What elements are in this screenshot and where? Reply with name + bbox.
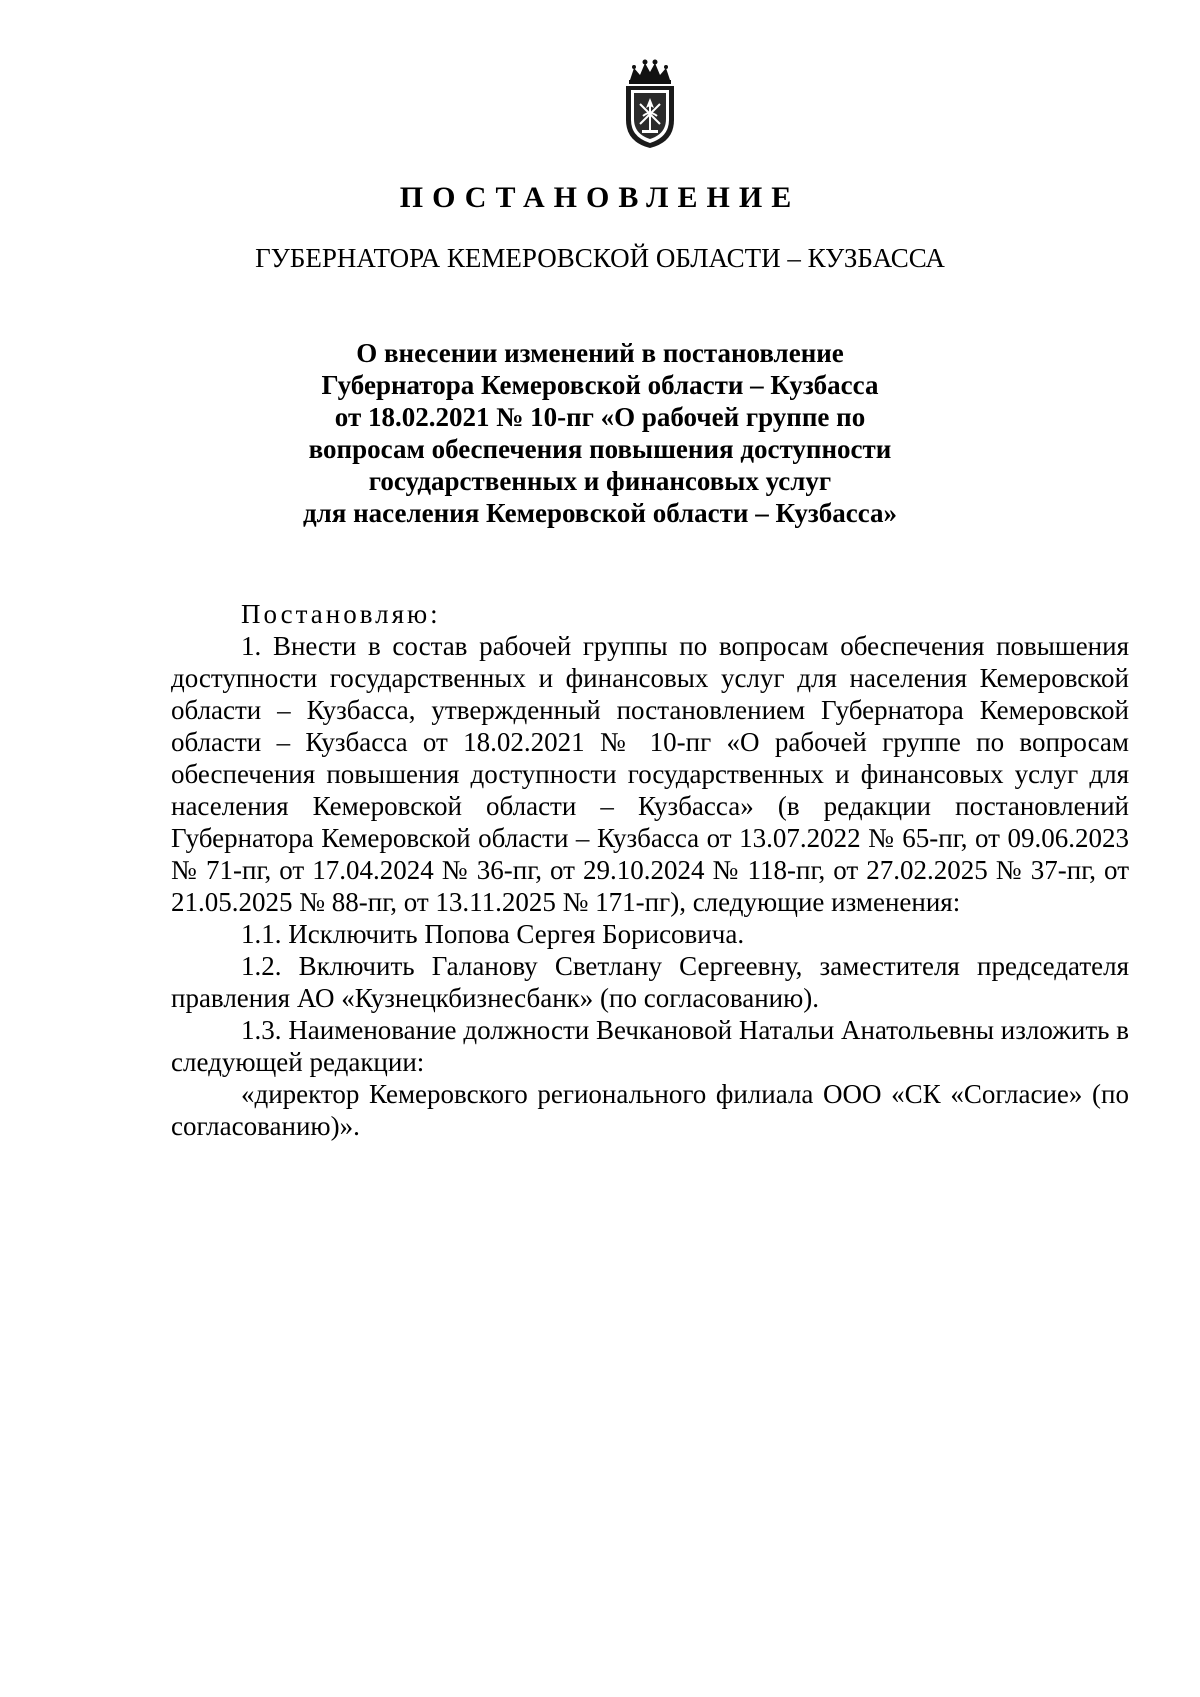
paragraph-1-3: 1.3. Наименование должности Вечкановой Натальи Анатольевны изложить в следующей редакции:: [171, 1015, 1129, 1077]
subject-line: государственных и финансовых услуг: [368, 466, 832, 496]
subject-line: от 18.02.2021 № 10-пг «О рабочей группе по: [334, 402, 866, 432]
paragraph-1: 1. Внести в состав рабочей группы по вопросам обеспечения повышения доступности государственных и финансовых услуг для населения Кемеровской области – Кузбасса, утвержденный постановлением Губернатора Кемеровской области – Кузбасса от 18.02.2021 № 10-пг «О рабочей группе по вопросам обеспечения повышения доступности государственных и финансовых услуг для населения Кемеровской области – Кузбасса» (в редакции постановлений Губернатора Кемеровской области – Кузбасса от 13.07.2022 № 65-пг, от 09.06.2023 № 71-пг, от 17.04.2024 № 36-пг, от 29.10.2024 № 118-пг, от 27.02.2025 № 37-пг, от 21.05.2025 № 88-пг, от 13.11.2025 № 171-пг), следующие изменения:: [171, 631, 1129, 917]
subject-line: Губернатора Кемеровской области – Кузбасса: [321, 370, 879, 400]
subject-line: О внесении изменений в постановление: [356, 338, 844, 368]
document-type-title: ПОСТАНОВЛЕНИЕ: [399, 181, 801, 214]
decree-word: Постановляю:: [241, 599, 441, 629]
subject-line: вопросам обеспечения повышения доступности: [308, 434, 892, 464]
subject-line: для населения Кемеровской области – Кузбасса»: [302, 498, 898, 528]
paragraph-1-3-quote: «директор Кемеровского регионального филиала ООО «СК «Согласие» (по согласованию)».: [171, 1079, 1129, 1141]
coat-of-arms-icon: [616, 58, 684, 150]
paragraph-1-1: 1.1. Исключить Попова Сергея Борисовича.: [241, 919, 745, 949]
emblem: [616, 58, 684, 150]
issuing-authority: ГУБЕРНАТОРА КЕМЕРОВСКОЙ ОБЛАСТИ – КУЗБАССА: [255, 243, 945, 273]
document-body: [171, 598, 1129, 1142]
paragraph-1-2: 1.2. Включить Галанову Светлану Сергеевну, заместителя председателя правления АО «Кузнецкбизнесбанк» (по согласованию).: [171, 951, 1129, 1013]
document-subject: [300, 337, 900, 529]
